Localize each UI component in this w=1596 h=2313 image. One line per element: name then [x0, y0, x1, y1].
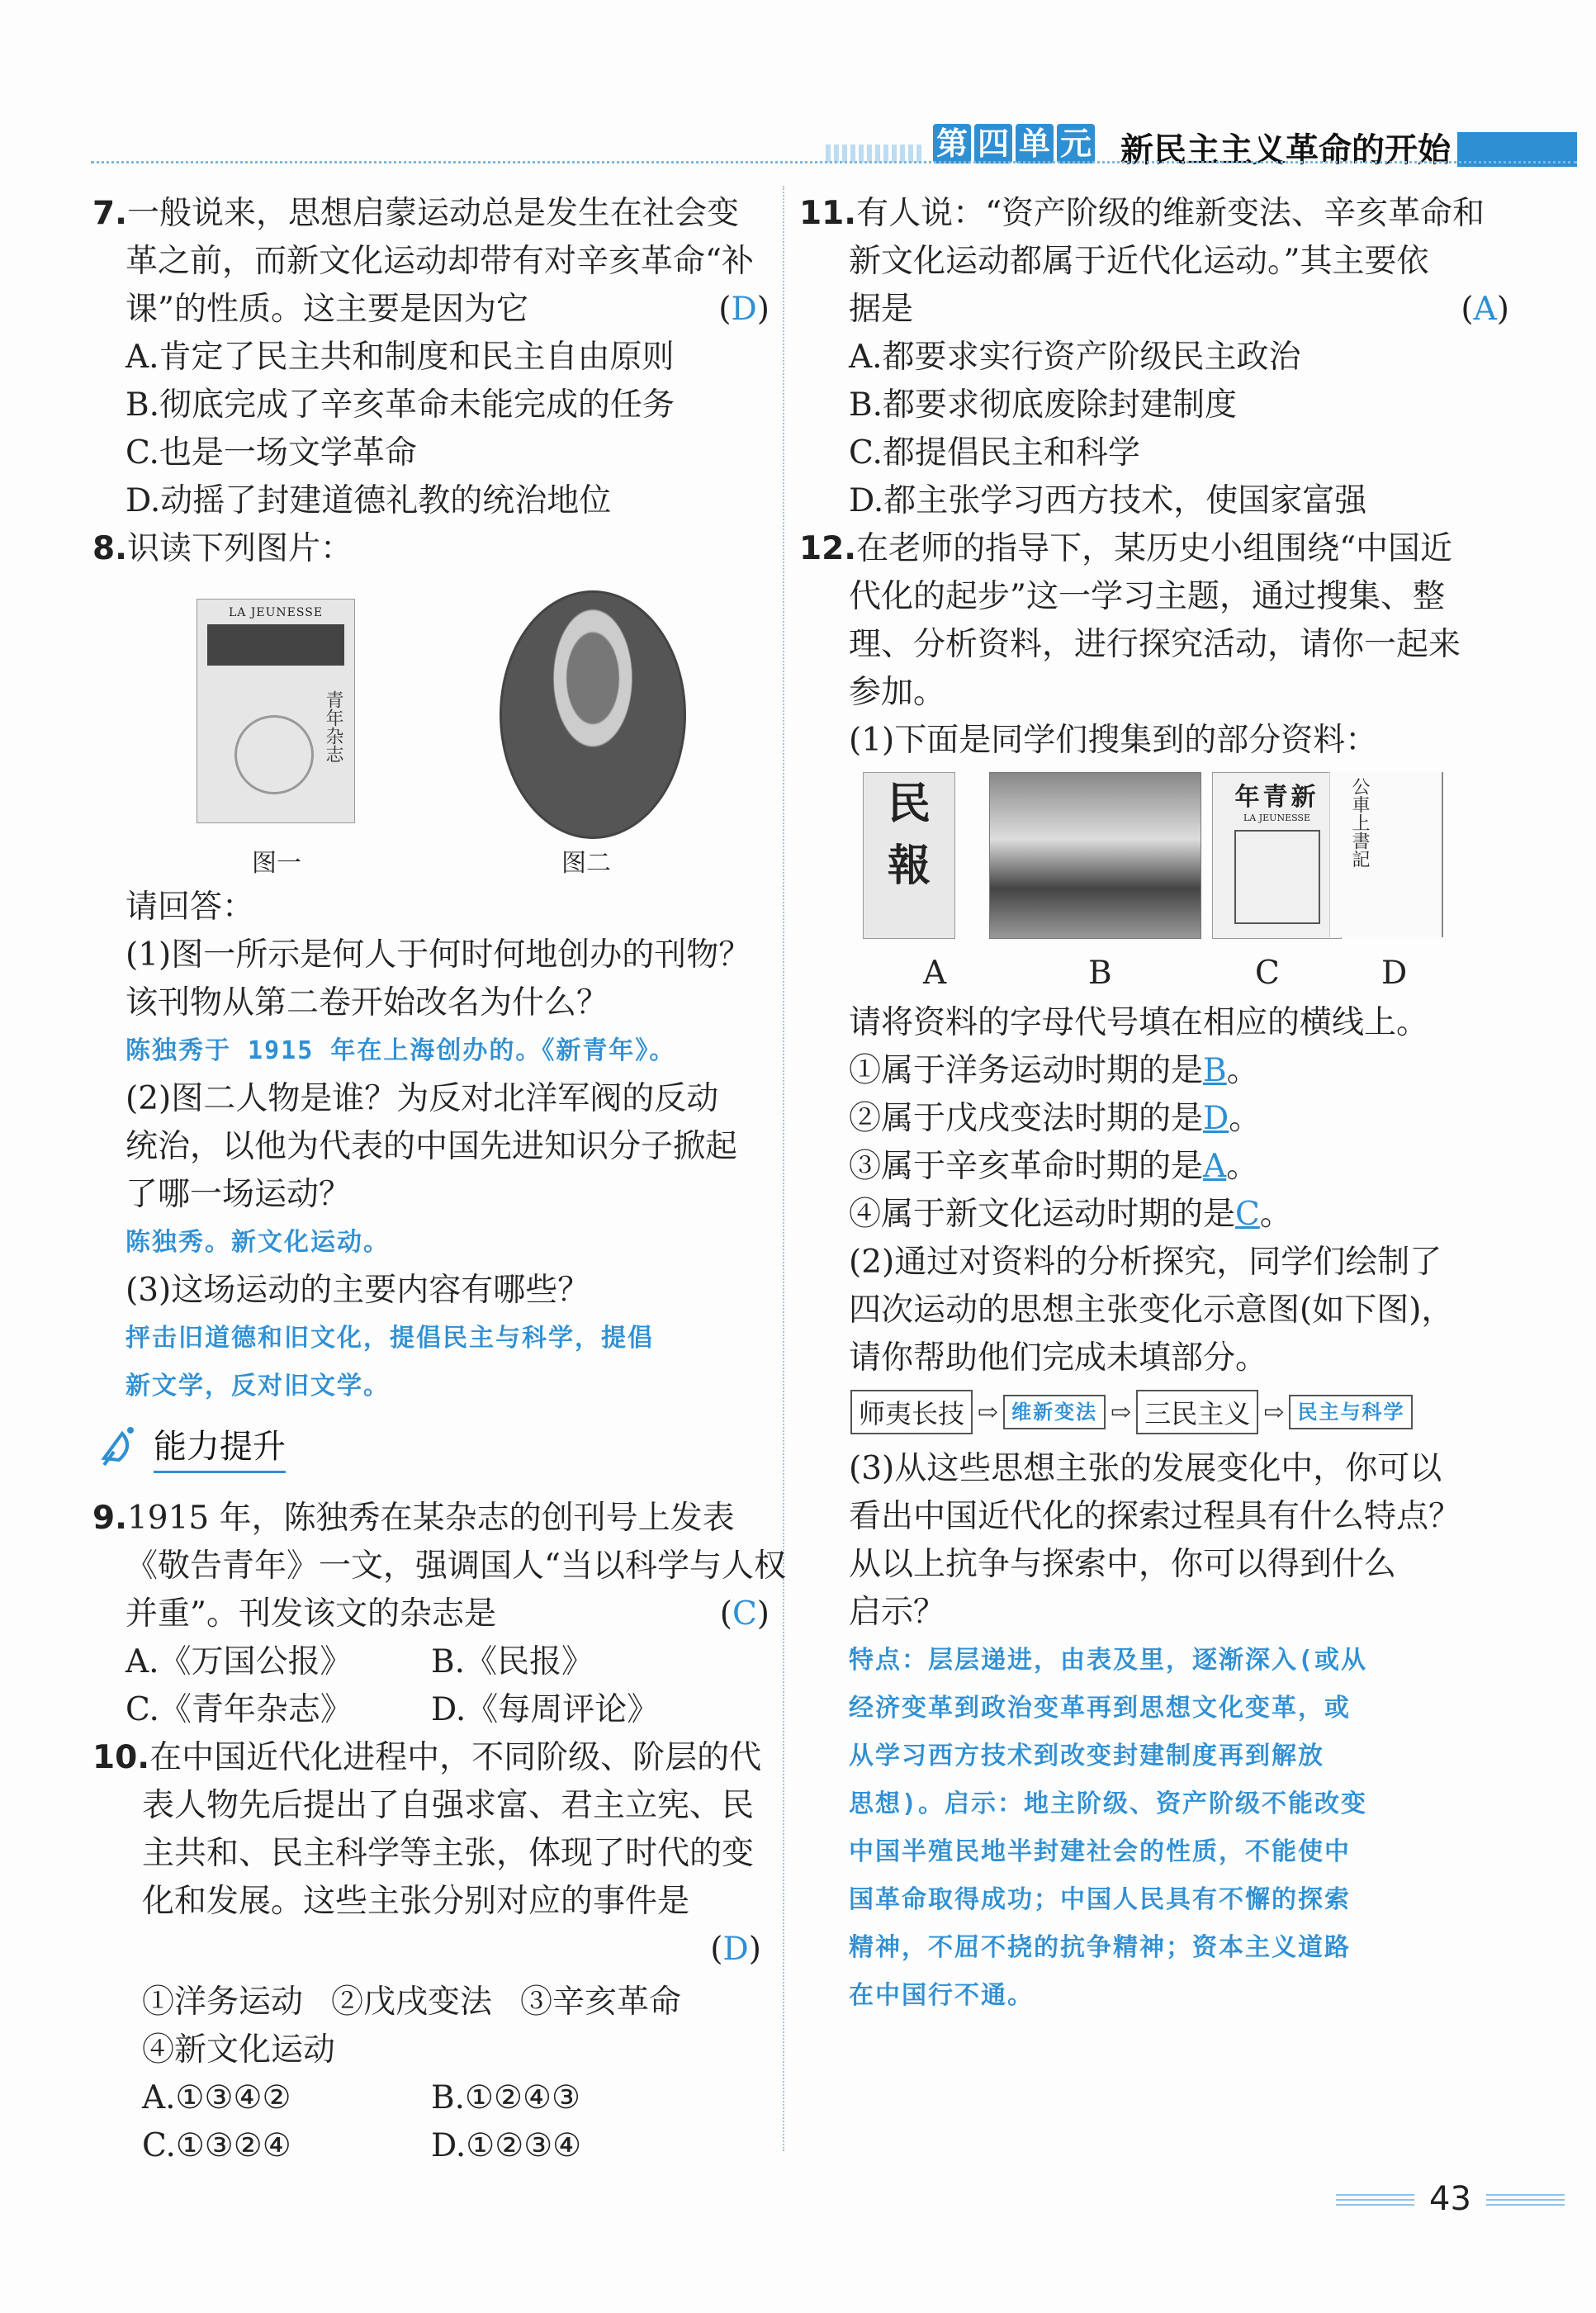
- page-number: 43: [1429, 2180, 1471, 2218]
- question-line: 代化的起步”这一学习主题，通过搜集、整: [849, 578, 1445, 615]
- sub-question: (3)从这些思想主张的发展变化中，你可以: [849, 1450, 1442, 1487]
- sub-question: (2)图二人物是谁？为反对北洋军阀的反动: [126, 1080, 719, 1117]
- question-line: 有人说：“资产阶级的维新变法、辛亥革命和: [856, 195, 1485, 232]
- handwritten-answer: 精神，不屈不挠的抗争精神；资本主义道路: [849, 1933, 1351, 1962]
- handwritten-answer: 特点：层层递进，由表及里，逐渐深入(或从: [849, 1646, 1368, 1675]
- sub-question: 请你帮助他们完成未填部分。: [849, 1339, 1268, 1377]
- handwritten-answer: 在中国行不通。: [849, 1981, 1034, 2010]
- handwritten-answer: 从学习西方技术到改变封建制度再到解放: [849, 1742, 1324, 1770]
- question-line: 识读下列图片：: [126, 530, 353, 567]
- fill-answer: A: [1203, 1148, 1227, 1185]
- image-c-subtitle: LA JEUNESSE: [1243, 813, 1311, 823]
- answer-slot: (D): [710, 1931, 761, 1968]
- question-number: 7.: [92, 195, 127, 232]
- image-a-char: 民: [887, 779, 931, 829]
- fill-line: [849, 1095, 1453, 1143]
- fill-prompt: 请将资料的字母代号填在相应的横线上。: [849, 1004, 1429, 1041]
- handwritten-answer: 新文学，反对旧文学。: [126, 1372, 390, 1401]
- question-7: [92, 190, 770, 525]
- handwritten-answer: 国革命取得成功；中国人民具有不懈的探索: [849, 1885, 1351, 1914]
- fill-text: ④属于新文化运动时期的是: [849, 1196, 1236, 1233]
- image-c-title: 年青新: [1234, 783, 1319, 812]
- figure-2-caption: 图二: [561, 849, 611, 878]
- page-number-block: [1336, 2180, 1565, 2218]
- section-header: [97, 1420, 286, 1473]
- question-line: 主共和、民主科学等主张，体现了时代的变: [142, 1835, 755, 1872]
- question-number: 9.: [92, 1500, 127, 1537]
- question-12-part3: [849, 1445, 1461, 2020]
- answer-slot: (C): [719, 1595, 770, 1633]
- magazine-side-title: 青年杂志: [323, 690, 343, 763]
- handwritten-answer: 中国半殖民地半封建社会的性质，不能使中: [849, 1837, 1351, 1866]
- material-image-d: [1329, 772, 1443, 937]
- question-11: [799, 190, 1509, 525]
- fill-text: 。: [1229, 1100, 1262, 1137]
- question-line: 表人物先后提出了自强求富、君主立宪、民: [142, 1787, 755, 1824]
- fill-text: ②属于戊戌变法时期的是: [849, 1100, 1204, 1137]
- option: A.①③④②: [142, 2079, 291, 2116]
- question-line: 一般说来，思想启蒙运动总是发生在社会变: [126, 195, 739, 232]
- satellite-dish-icon: [97, 1422, 144, 1472]
- header-decoration: [826, 145, 925, 163]
- item: ③辛亥革命: [520, 1984, 682, 2021]
- question-line: 课”的性质。这主要是因为它: [126, 291, 528, 328]
- image-label: D: [1381, 955, 1408, 992]
- page-number-lines: [1336, 2192, 1414, 2206]
- sub-question: 看出中国近代化的探索过程具有什么特点？: [849, 1498, 1461, 1535]
- question-10: [92, 1734, 761, 2170]
- flow-box: 三民主义: [1136, 1390, 1258, 1434]
- image-label: A: [923, 955, 947, 992]
- question-line: 1915 年，陈独秀在某杂志的创刊号上发表: [126, 1500, 735, 1537]
- sub-question: (2)通过对资料的分析探究，同学们绘制了: [849, 1244, 1442, 1281]
- question-line: 在老师的指导下，某历史小组围绕“中国近: [856, 530, 1453, 567]
- sub-question: 启示？: [849, 1594, 946, 1631]
- image-a-char: 報: [887, 841, 931, 891]
- sub-question: (1)下面是同学们搜集到的部分资料：: [849, 722, 1378, 759]
- fill-text: 。: [1226, 1052, 1259, 1089]
- question-8-body: [126, 884, 751, 1410]
- image-c-frame: [1234, 830, 1320, 924]
- fill-answer: C: [1235, 1196, 1260, 1233]
- handwritten-answer: 抨击旧道德和旧文化，提倡民主与科学，提倡: [126, 1324, 654, 1353]
- figure-2-portrait: [500, 590, 686, 839]
- handwritten-answer: 经济变革到政治变革再到思想文化变革，或: [849, 1694, 1351, 1723]
- sub-question: 统治，以他为代表的中国先进知识分子掀起: [126, 1128, 738, 1165]
- question-number: 8.: [92, 530, 127, 567]
- fill-line: [849, 1143, 1453, 1191]
- material-image-c: [1212, 772, 1342, 939]
- unit-char: 单: [1016, 124, 1054, 164]
- option: B.①②④③: [431, 2079, 580, 2116]
- unit-char: 元: [1057, 124, 1095, 164]
- question-number: 10.: [92, 1739, 150, 1776]
- sub-question: 了哪一场运动？: [126, 1176, 352, 1213]
- option: A.肯定了民主共和制度和民主自由原则: [126, 339, 675, 376]
- fill-text: 。: [1259, 1196, 1292, 1233]
- figure-1-caption: 图一: [252, 849, 301, 878]
- sub-question: 从以上抗争与探索中，你可以得到什么: [849, 1546, 1397, 1583]
- image-d-title: 公車上書記: [1349, 777, 1370, 868]
- question-line: 《敬告青年》一文，强调国人“当以科学与人权: [126, 1548, 786, 1585]
- column-divider: [783, 186, 784, 2151]
- question-line: 并重”。刊发该文的杂志是: [126, 1595, 496, 1633]
- answer-text: D: [731, 291, 757, 328]
- arrow-right-icon: ⇨: [1263, 1397, 1285, 1427]
- unit-title: 新民主主义革命的开始: [1120, 131, 1451, 169]
- fill-answer: D: [1203, 1100, 1229, 1137]
- image-label: C: [1255, 955, 1280, 992]
- fill-line: [849, 1047, 1453, 1095]
- prompt: 请回答：: [126, 889, 255, 926]
- answer-text: A: [1473, 291, 1497, 328]
- option: B.《民报》: [431, 1643, 594, 1680]
- option: D.①②③④: [431, 2127, 582, 2164]
- section-title: 能力提升: [154, 1420, 286, 1473]
- handwritten-answer: 思想)。启示：地主阶级、资产阶级不能改变: [849, 1789, 1368, 1818]
- material-image-a: [863, 772, 955, 939]
- unit-char: 第: [933, 124, 971, 164]
- fill-text: 。: [1226, 1148, 1259, 1185]
- option: B.都要求彻底废除封建制度: [849, 386, 1238, 424]
- question-12: [799, 525, 1461, 765]
- header-rule: [91, 161, 1577, 164]
- item: ②戊戌变法: [331, 1984, 493, 2021]
- question-number: 11.: [799, 195, 857, 232]
- material-image-b: [989, 772, 1201, 939]
- option: D.《每周评论》: [431, 1691, 660, 1728]
- fill-answer: B: [1203, 1052, 1227, 1089]
- question-number: 12.: [799, 530, 857, 567]
- fill-text: ①属于洋务运动时期的是: [849, 1052, 1204, 1089]
- question-9: [92, 1495, 786, 1734]
- flow-box-answer: 民主与科学: [1289, 1395, 1413, 1429]
- option: A.都要求实行资产阶级民主政治: [849, 339, 1301, 376]
- question-12-fills: [849, 999, 1453, 1382]
- option: C.都提倡民主和科学: [849, 434, 1140, 472]
- option: D.动摇了封建道德礼教的统治地位: [126, 482, 612, 519]
- answer-slot: (D): [718, 291, 770, 328]
- fill-line: [849, 1191, 1453, 1239]
- sub-question: (3)这场运动的主要内容有哪些？: [126, 1272, 590, 1309]
- option: C.①③②④: [142, 2127, 291, 2164]
- item: ①洋务运动: [142, 1984, 304, 2021]
- image-label: B: [1088, 955, 1112, 992]
- magazine-masthead: LA JEUNESSE: [228, 606, 324, 619]
- question-line: 革之前，而新文化运动却带有对辛亥革命“补: [126, 243, 754, 280]
- sub-question: (1)图一所示是何人于何时何地创办的刊物？: [126, 936, 751, 974]
- magazine-banner: [207, 624, 344, 666]
- idea-flow-diagram: [850, 1390, 1413, 1434]
- flow-box-answer: 维新变法: [1003, 1395, 1106, 1429]
- option: B.彻底完成了辛亥革命未能完成的任务: [126, 386, 675, 424]
- question-line: 化和发展。这些主张分别对应的事件是: [142, 1883, 690, 1920]
- answer-text: C: [732, 1595, 757, 1633]
- answer-text: D: [722, 1931, 749, 1968]
- arrow-right-icon: ⇨: [1111, 1397, 1132, 1427]
- sub-question: 四次运动的思想主张变化示意图(如下图)，: [849, 1292, 1454, 1329]
- item: ④新文化运动: [142, 2031, 336, 2069]
- option: D.都主张学习西方技术，使国家富强: [849, 482, 1367, 519]
- flow-box: 师夷长技: [850, 1390, 973, 1434]
- question-line: 理、分析资料，进行探究活动，请你一起来: [849, 626, 1461, 663]
- unit-char: 四: [974, 124, 1012, 164]
- magazine-seal: [234, 715, 314, 794]
- question-line: 新文化运动都属于近代化运动。”其主要依: [849, 243, 1429, 280]
- option: C.《青年杂志》: [126, 1691, 353, 1728]
- handwritten-answer: 陈独秀于 1915 年在上海创办的。《新青年》。: [126, 1036, 676, 1065]
- answer-slot: (A): [1461, 291, 1509, 328]
- fill-text: ③属于辛亥革命时期的是: [849, 1148, 1204, 1185]
- handwritten-answer: 陈独秀。新文化运动。: [126, 1228, 390, 1257]
- question-line: 参加。: [849, 674, 946, 711]
- question-8-stem: [92, 525, 353, 573]
- option: C.也是一场文学革命: [126, 434, 417, 472]
- page-number-lines: [1486, 2192, 1565, 2206]
- question-line: 据是: [849, 291, 914, 328]
- question-line: 在中国近代化进程中，不同阶级、阶层的代: [149, 1739, 762, 1776]
- arrow-right-icon: ⇨: [978, 1397, 999, 1427]
- figure-1-image: [197, 599, 355, 823]
- sub-question: 该刊物从第二卷开始改名为什么？: [126, 984, 609, 1021]
- option: A.《万国公报》: [126, 1643, 353, 1680]
